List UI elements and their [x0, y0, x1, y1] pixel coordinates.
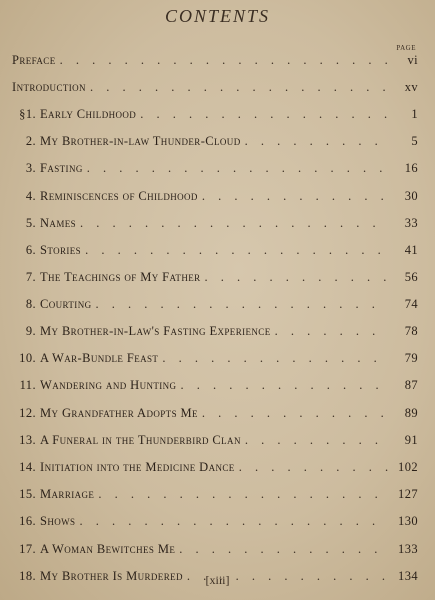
toc-entry [0, 406, 435, 428]
dot-leader [179, 542, 388, 557]
page-number: 79 [404, 351, 418, 365]
toc-entry [0, 107, 435, 129]
chapter-number: 5. [25, 216, 36, 230]
chapter-number: 9. [25, 324, 36, 338]
toc-entry [0, 324, 435, 346]
chapter-number: 11. [19, 378, 36, 392]
chapter-title: Preface [12, 53, 56, 67]
page-number: 133 [398, 542, 418, 556]
dot-leader [96, 297, 389, 312]
toc-entry [0, 378, 435, 400]
chapter-title: Early Childhood [40, 107, 137, 121]
chapter-number: 18. [19, 569, 36, 583]
chapter-number: 13. [19, 433, 36, 447]
chapter-title: My Brother Is Murdered [40, 569, 183, 583]
toc-entry [0, 270, 435, 292]
chapter-title: Reminiscences of Childhood [40, 189, 198, 203]
chapter-title: A Woman Bewitches Me [40, 542, 176, 556]
page-number: 74 [404, 297, 418, 311]
page-title: CONTENTS [164, 6, 271, 26]
toc-entry [0, 243, 435, 265]
chapter-title: My Brother-in-Law's Fasting Experience [40, 324, 271, 338]
chapter-number: 4. [25, 189, 36, 203]
chapter-title: Names [40, 216, 77, 230]
chapter-title: Fasting [40, 161, 83, 175]
chapter-number: 2. [25, 134, 36, 148]
page-number: 130 [398, 514, 418, 528]
chapter-title: Courting [40, 297, 92, 311]
page-number: 30 [404, 189, 418, 203]
dot-leader [245, 433, 388, 448]
page-number: 5 [411, 134, 418, 148]
page-number: 78 [404, 324, 418, 338]
toc-entry [0, 134, 435, 156]
page-number: 102 [398, 460, 418, 474]
chapter-number: 8. [25, 297, 36, 311]
page-column-heading: PAGE [396, 44, 416, 52]
dot-leader [140, 107, 388, 122]
dot-leader [162, 351, 388, 366]
toc-entry [0, 189, 435, 211]
dot-leader [202, 406, 388, 421]
chapter-title: Initiation into the Medicine Dance [40, 460, 235, 474]
chapter-number: 14. [19, 460, 36, 474]
dot-leader [85, 243, 388, 258]
chapter-number: 6. [25, 243, 36, 257]
toc-entry [0, 351, 435, 373]
chapter-number: 3. [25, 161, 36, 175]
page-number: 16 [404, 161, 418, 175]
page-number: 33 [404, 216, 418, 230]
page-number: vi [407, 53, 418, 67]
dot-leader [180, 378, 388, 393]
chapter-title: A War-Bundle Feast [40, 351, 159, 365]
dot-leader [245, 134, 388, 149]
dot-leader [202, 189, 388, 204]
chapter-title: Marriage [40, 487, 95, 501]
dot-leader [98, 487, 388, 502]
toc-entry [0, 216, 435, 238]
toc-entry [0, 433, 435, 455]
chapter-title: Stories [40, 243, 82, 257]
dot-leader [79, 514, 388, 529]
page-number: 56 [404, 270, 418, 284]
toc-entry [0, 161, 435, 183]
chapter-number: 7. [25, 270, 36, 284]
page-number: 1 [411, 107, 418, 121]
toc-entry [0, 514, 435, 536]
page-number: 41 [404, 243, 418, 257]
page-number: 127 [398, 487, 418, 501]
chapter-number: 16. [19, 514, 36, 528]
folio-page-number: [xiii] [205, 573, 230, 587]
page-number: 91 [404, 433, 418, 447]
chapter-number: §1. [19, 107, 36, 121]
dot-leader [90, 80, 388, 95]
dot-leader [80, 216, 388, 231]
chapter-number: 10. [19, 351, 36, 365]
toc-entry [0, 542, 435, 564]
chapter-title: Wandering and Hunting [40, 378, 177, 392]
dot-leader [87, 161, 388, 176]
dot-leader [275, 324, 388, 339]
chapter-number: 12. [19, 406, 36, 420]
page-number: 134 [398, 569, 418, 583]
dot-leader [205, 270, 388, 285]
toc-entry [0, 53, 435, 75]
toc-entry [0, 487, 435, 509]
chapter-title: Introduction [12, 80, 86, 94]
page-number: xv [404, 80, 418, 94]
toc-entry [0, 297, 435, 319]
chapter-title: A Funeral in the Thunderbird Clan [40, 433, 241, 447]
chapter-title: The Teachings of My Father [40, 270, 201, 284]
toc-entry [0, 460, 435, 482]
chapter-title: Shows [40, 514, 76, 528]
chapter-title: My Grandfather Adopts Me [40, 406, 198, 420]
page-number: 87 [404, 378, 418, 392]
chapter-number: 17. [19, 542, 36, 556]
dot-leader [60, 53, 388, 68]
dot-leader [239, 460, 388, 475]
page-number: 89 [404, 406, 418, 420]
chapter-number: 15. [19, 487, 36, 501]
toc-entry [0, 80, 435, 102]
chapter-title: My Brother-in-law Thunder-Cloud [40, 134, 241, 148]
